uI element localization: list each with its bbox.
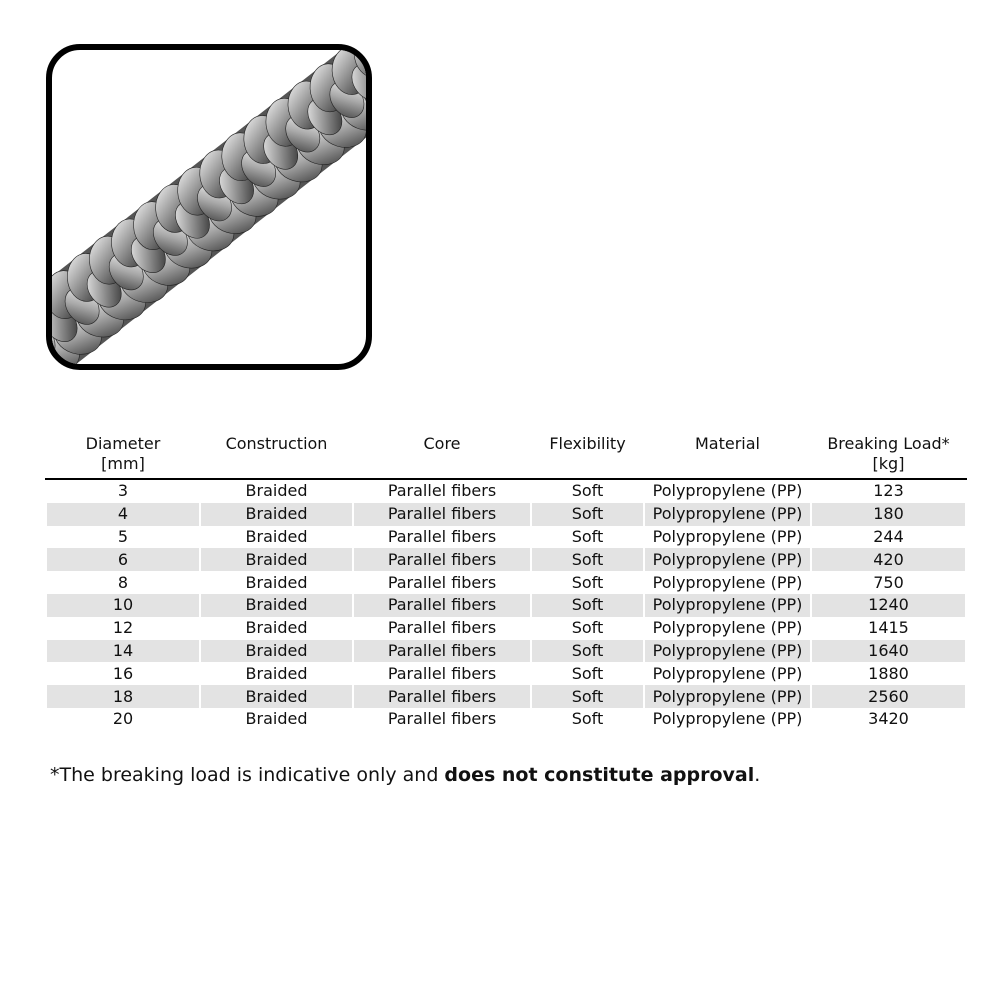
cell-construction: Braided — [200, 479, 353, 503]
cell-diameter: 18 — [46, 685, 200, 708]
cell-construction: Braided — [200, 685, 353, 708]
cell-flexibility: Soft — [531, 479, 644, 503]
table-row — [46, 640, 966, 663]
table-row — [46, 571, 966, 594]
table-row — [46, 503, 966, 526]
header-label: Construction — [225, 434, 328, 453]
header-label: Diameter — [85, 434, 161, 453]
table-header-row — [46, 430, 966, 479]
cell-core: Parallel fibers — [353, 685, 531, 708]
cell-breaking-load: 180 — [811, 503, 966, 526]
header-core — [353, 430, 531, 479]
table-row — [46, 548, 966, 571]
header-flexibility — [531, 430, 644, 479]
cell-diameter: 14 — [46, 640, 200, 663]
rope-image-frame — [46, 44, 372, 370]
cell-construction: Braided — [200, 594, 353, 617]
cell-breaking-load: 1640 — [811, 640, 966, 663]
footnote-text: *The breaking load is indicative only and — [50, 764, 445, 786]
footnote-period: . — [754, 764, 761, 786]
cell-diameter: 16 — [46, 662, 200, 685]
cell-material: Polypropylene (PP) — [644, 548, 811, 571]
table-row — [46, 526, 966, 549]
header-label: Flexibility — [549, 434, 626, 453]
cell-construction: Braided — [200, 571, 353, 594]
header-label: Material — [695, 434, 760, 453]
cell-breaking-load: 2560 — [811, 685, 966, 708]
cell-material: Polypropylene (PP) — [644, 571, 811, 594]
cell-construction: Braided — [200, 548, 353, 571]
cell-construction: Braided — [200, 617, 353, 640]
cell-flexibility: Soft — [531, 685, 644, 708]
cell-core: Parallel fibers — [353, 708, 531, 731]
braided-rope-icon — [52, 50, 366, 364]
cell-construction: Braided — [200, 503, 353, 526]
cell-core: Parallel fibers — [353, 571, 531, 594]
table-body — [46, 479, 966, 731]
cell-core: Parallel fibers — [353, 479, 531, 503]
rope-spec-table — [45, 430, 967, 731]
cell-material: Polypropylene (PP) — [644, 617, 811, 640]
cell-material: Polypropylene (PP) — [644, 708, 811, 731]
cell-flexibility: Soft — [531, 548, 644, 571]
cell-core: Parallel fibers — [353, 548, 531, 571]
cell-core: Parallel fibers — [353, 594, 531, 617]
cell-diameter: 8 — [46, 571, 200, 594]
cell-construction: Braided — [200, 526, 353, 549]
cell-breaking-load: 1415 — [811, 617, 966, 640]
table-row — [46, 685, 966, 708]
cell-diameter: 20 — [46, 708, 200, 731]
cell-diameter: 10 — [46, 594, 200, 617]
cell-diameter: 6 — [46, 548, 200, 571]
cell-material: Polypropylene (PP) — [644, 479, 811, 503]
cell-diameter: 5 — [46, 526, 200, 549]
cell-breaking-load: 420 — [811, 548, 966, 571]
cell-flexibility: Soft — [531, 526, 644, 549]
cell-flexibility: Soft — [531, 594, 644, 617]
cell-flexibility: Soft — [531, 662, 644, 685]
table-row — [46, 708, 966, 731]
header-material — [644, 430, 811, 479]
cell-material: Polypropylene (PP) — [644, 685, 811, 708]
table-row — [46, 479, 966, 503]
header-unit: [kg] — [872, 454, 905, 473]
cell-breaking-load: 750 — [811, 571, 966, 594]
cell-material: Polypropylene (PP) — [644, 503, 811, 526]
cell-core: Parallel fibers — [353, 662, 531, 685]
header-label: Breaking Load* — [827, 434, 950, 453]
header-construction — [200, 430, 353, 479]
cell-core: Parallel fibers — [353, 526, 531, 549]
cell-flexibility: Soft — [531, 503, 644, 526]
cell-construction: Braided — [200, 662, 353, 685]
cell-core: Parallel fibers — [353, 640, 531, 663]
cell-flexibility: Soft — [531, 708, 644, 731]
cell-construction: Braided — [200, 640, 353, 663]
cell-breaking-load: 123 — [811, 479, 966, 503]
header-label: Core — [423, 434, 461, 453]
cell-material: Polypropylene (PP) — [644, 662, 811, 685]
cell-breaking-load: 1880 — [811, 662, 966, 685]
cell-diameter: 4 — [46, 503, 200, 526]
cell-flexibility: Soft — [531, 640, 644, 663]
breaking-load-footnote — [50, 764, 760, 786]
cell-flexibility: Soft — [531, 571, 644, 594]
cell-construction: Braided — [200, 708, 353, 731]
cell-core: Parallel fibers — [353, 617, 531, 640]
header-unit: [mm] — [101, 454, 145, 473]
cell-material: Polypropylene (PP) — [644, 640, 811, 663]
cell-diameter: 12 — [46, 617, 200, 640]
cell-breaking-load: 1240 — [811, 594, 966, 617]
table-row — [46, 662, 966, 685]
table-row — [46, 594, 966, 617]
cell-breaking-load: 3420 — [811, 708, 966, 731]
header-breaking-load — [811, 430, 966, 479]
table-row — [46, 617, 966, 640]
header-diameter — [46, 430, 200, 479]
cell-flexibility: Soft — [531, 617, 644, 640]
cell-material: Polypropylene (PP) — [644, 594, 811, 617]
cell-core: Parallel fibers — [353, 503, 531, 526]
cell-breaking-load: 244 — [811, 526, 966, 549]
footnote-bold-text: does not constitute approval — [444, 764, 755, 786]
cell-material: Polypropylene (PP) — [644, 526, 811, 549]
cell-diameter: 3 — [46, 479, 200, 503]
